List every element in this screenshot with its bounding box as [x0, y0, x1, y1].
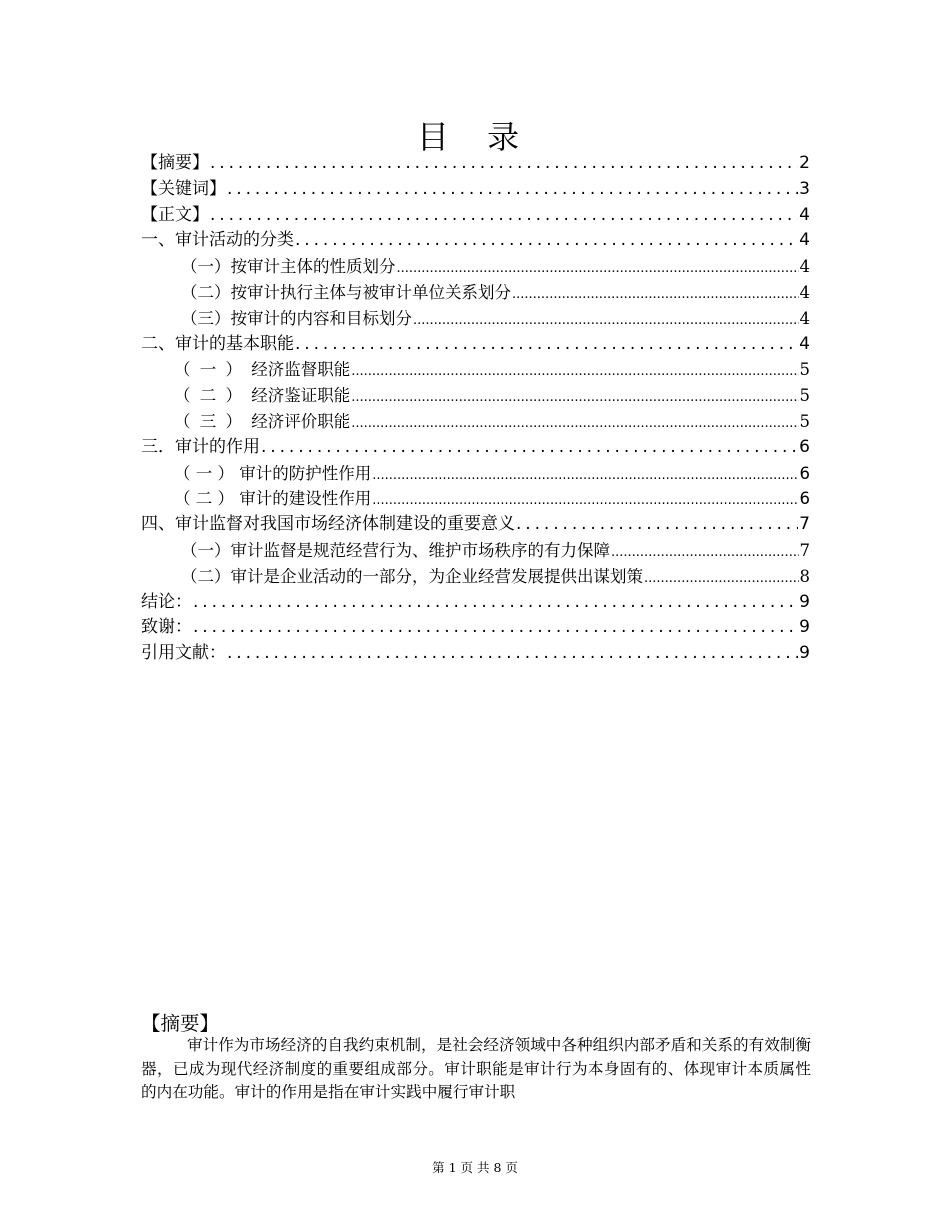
toc-entry-page: 5: [799, 386, 810, 406]
toc-entry-label: （二）审计是企业活动的一部分，为企业经营发展提供出谋划策: [181, 566, 643, 586]
toc-leader-dots: [351, 385, 798, 409]
toc-entry-label: 【摘要】: [141, 153, 209, 173]
toc-leader-dots: [261, 435, 798, 461]
toc-entry-label: （ 二 ） 审计的建设性作用: [174, 489, 372, 509]
toc-entry-section-2-2[interactable]: [141, 383, 810, 409]
toc-entry-page: 6: [799, 489, 810, 509]
toc-entry-section-2[interactable]: [141, 332, 810, 358]
toc-leader-dots: [210, 151, 798, 177]
toc-entry-page: 4: [799, 333, 810, 354]
toc-entry-page: 4: [799, 282, 810, 302]
toc-entry-page: 4: [799, 308, 810, 328]
toc-entry-section-3-1[interactable]: [141, 461, 810, 487]
toc-entry-label: 致谢：: [141, 617, 192, 638]
toc-entry-label: 结论：: [141, 591, 192, 612]
toc-entry-label: （ 三 ） 经济评价职能: [174, 411, 351, 431]
toc-entry-section-1-2[interactable]: [141, 280, 810, 306]
toc-entry-section-3[interactable]: [141, 435, 810, 461]
toc-entry-page: 7: [799, 540, 810, 560]
abstract-paragraph: 审计作为市场经济的自我约束机制，是社会经济领域中各种组织内部矛盾和关系的有效制衡器，已成为现代经济制度的重要组成部分。审计职能是审计行为本身固有的、体现审计本质属性的内在功能。审计的作用是指在审计实践中履行审计职: [141, 1036, 811, 1102]
toc-entry-section-4-1[interactable]: [141, 538, 810, 564]
toc-entry-section-2-3[interactable]: [141, 409, 810, 435]
toc-title: 目 录: [416, 118, 534, 156]
toc-leader-dots: [295, 332, 798, 358]
toc-entry-section-1-1[interactable]: [141, 254, 810, 280]
toc-entry-page: 8: [799, 566, 810, 586]
page-footer: 第 1 页 共 8 页: [432, 1160, 518, 1175]
toc-entry-conclusion[interactable]: [141, 590, 810, 616]
toc-entry-label: （二）按审计执行主体与被审计单位关系划分: [181, 282, 511, 302]
abstract-heading: 【摘要】: [141, 1012, 220, 1035]
toc-entry-page: 5: [799, 360, 810, 380]
toc-leader-dots: [227, 177, 798, 203]
toc-entry-page: 5: [799, 411, 810, 431]
toc-leader-dots: [644, 566, 799, 590]
toc-entry-label: （一）审计监督是规范经营行为、维护市场秩序的有力保障: [181, 540, 610, 560]
toc-leader-dots: [210, 203, 798, 229]
toc-leader-dots: [193, 615, 798, 641]
toc-entry-page: 4: [799, 204, 810, 225]
toc-entry-section-2-1[interactable]: [141, 357, 810, 383]
toc-entry-label: （ 一 ） 经济监督职能: [174, 360, 351, 380]
toc-entry-keywords[interactable]: [141, 177, 810, 203]
toc-leader-dots: [397, 256, 799, 280]
toc-leader-dots: [295, 228, 798, 254]
table-of-contents: [141, 151, 810, 667]
toc-entry-label: 四、审计监督对我国市场经济体制建设的重要意义: [141, 514, 515, 535]
toc-entry-label: （ 二 ） 经济鉴证职能: [174, 386, 351, 406]
toc-leader-dots: [516, 512, 798, 538]
toc-entry-page: 2: [799, 153, 810, 173]
toc-entry-label: 二、审计的基本职能: [141, 333, 294, 354]
toc-leader-dots: [512, 282, 799, 306]
toc-entry-label: 【正文】: [141, 204, 209, 225]
toc-entry-page: 9: [799, 643, 810, 664]
toc-entry-page: 6: [799, 436, 810, 457]
toc-leader-dots: [372, 463, 798, 487]
toc-entry-label: 三．审计的作用: [141, 436, 260, 457]
toc-entry-page: 9: [799, 617, 810, 638]
toc-entry-references[interactable]: [141, 641, 810, 667]
toc-entry-label: （ 一 ） 审计的防护性作用: [174, 463, 372, 483]
toc-leader-dots: [351, 359, 798, 383]
toc-entry-page: 4: [799, 257, 810, 277]
toc-leader-dots: [227, 641, 798, 667]
toc-leader-dots: [351, 411, 798, 435]
toc-entry-label: 一、审计活动的分类: [141, 230, 294, 251]
toc-entry-acknowledgements[interactable]: [141, 615, 810, 641]
toc-entry-page: 4: [799, 230, 810, 251]
toc-entry-label: 引用文献：: [141, 643, 226, 664]
toc-entry-main-text[interactable]: [141, 203, 810, 229]
toc-entry-section-4-2[interactable]: [141, 564, 810, 590]
toc-entry-label: 【关键词】: [141, 178, 226, 199]
toc-entry-section-4[interactable]: [141, 512, 810, 538]
toc-entry-section-3-2[interactable]: [141, 486, 810, 512]
toc-entry-page: 3: [799, 178, 810, 199]
toc-leader-dots: [611, 540, 799, 564]
toc-leader-dots: [413, 308, 799, 332]
toc-entry-page: 7: [799, 514, 810, 535]
toc-entry-page: 6: [799, 463, 810, 483]
toc-entry-label: （一）按审计主体的性质划分: [181, 257, 396, 277]
toc-entry-page: 9: [799, 591, 810, 612]
toc-entry-abstract[interactable]: [141, 151, 810, 177]
toc-entry-label: （三）按审计的内容和目标划分: [181, 308, 412, 328]
toc-entry-section-1-3[interactable]: [141, 306, 810, 332]
toc-leader-dots: [372, 488, 798, 512]
toc-entry-section-1[interactable]: [141, 228, 810, 254]
toc-leader-dots: [193, 590, 798, 616]
